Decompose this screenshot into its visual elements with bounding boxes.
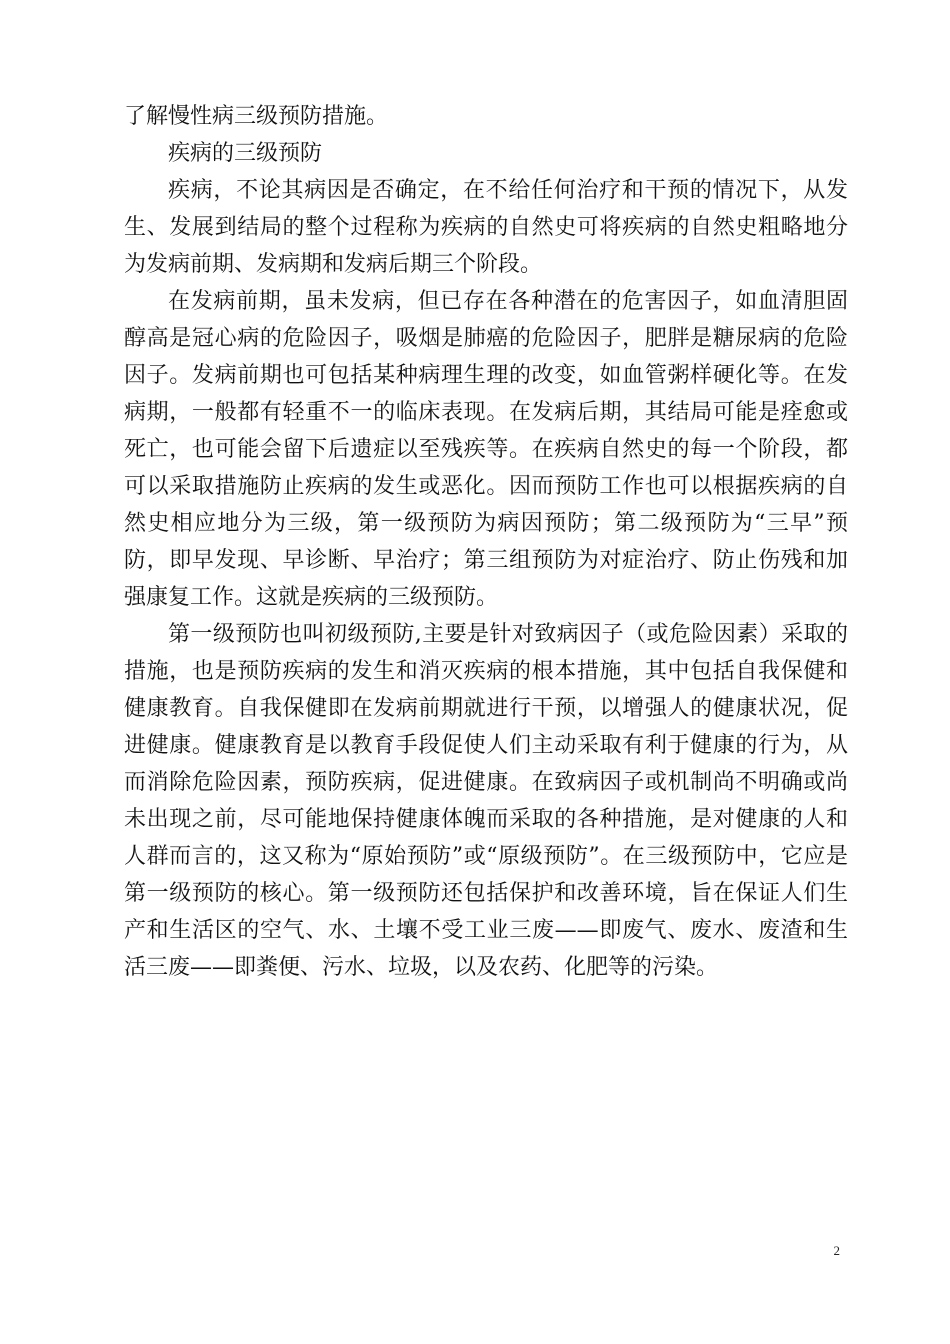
page-number: 2 <box>833 1243 840 1258</box>
paragraph-intro-tail: 了解慢性病三级预防措施。 <box>124 104 389 129</box>
document-body <box>124 98 848 986</box>
paragraph-natural-history: 疾病，不论其病因是否确定，在不给任何治疗和干预的情况下，从发生、发展到结局的整个过程称为疾病的自然史可将疾病的自然史粗略地分为发病前期、发病期和发病后期三个阶段。 <box>124 178 848 277</box>
paragraph-primary-prevention: 第一级预防也叫初级预防,主要是针对致病因子（或危险因素）采取的措施，也是预防疾病的发生和消灭疾病的根本措施，其中包括自我保健和健康教育。自我保健即在发病前期就进行干预，以增强人的健康状况，促进健康。健康教育是以教育手段促使人们主动采取有利于健康的行为，从而消除危险因素，预防疾病，促进健康。在致病因子或机制尚不明确或尚未出现之前，尽可能地保持健康体魄而采取的各种措施，是对健康的人和人群而言的，这又称为“原始预防”或“原级预防”。在三级预防中，它应是第一级预防的核心。第一级预防还包括保护和改善环境，旨在保证人们生产和生活区的空气、水、土壤不受工业三废——即废气、废水、废渣和生活三废——即粪便、污水、垃圾，以及农药、化肥等的污染。 <box>124 622 848 980</box>
section-heading: 疾病的三级预防 <box>168 141 323 166</box>
paragraph-disease-stages: 在发病前期，虽未发病，但已存在各种潜在的危害因子，如血清胆固醇高是冠心病的危险因子，吸烟是肺癌的危险因子，肥胖是糖尿病的危险因子。发病前期也可包括某种病理生理的改变，如血管粥样硬化等。在发病期，一般都有轻重不一的临床表现。在发病后期，其结局可能是痊愈或死亡，也可能会留下后遗症以至残疾等。在疾病自然史的每一个阶段，都可以采取措施防止疾病的发生或恶化。因而预防工作也可以根据疾病的自然史相应地分为三级，第一级预防为病因预防；第二级预防为“三早”预防，即早发现、早诊断、早治疗；第三组预防为对症治疗、防止伤残和加强康复工作。这就是疾病的三级预防。 <box>124 289 848 610</box>
